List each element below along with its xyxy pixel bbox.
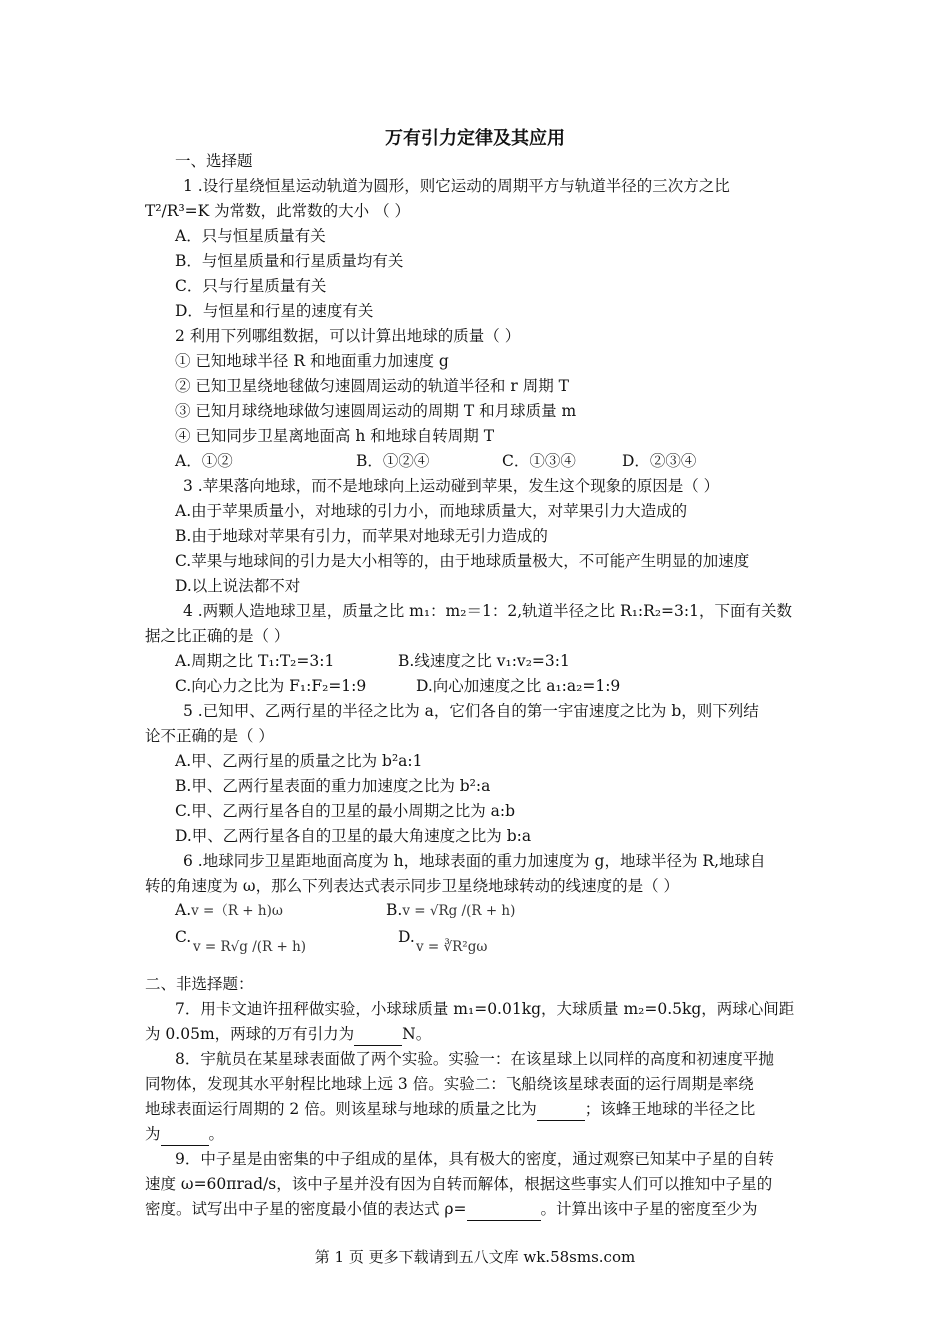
q8-line1: 8．宇航员在某星球表面做了两个实验。实验一：在该星球上以同样的高度和初速度平抛 (175, 1050, 774, 1068)
q5-stem-line1: 5 .已知甲、乙两行星的半径之比为 a，它们各自的第一宇宙速度之比为 b，则下列结 (183, 702, 759, 720)
q6-option-a-letter: A. (175, 901, 192, 919)
q8-line3-tail: ；该蜂王地球的半径之比 (584, 1100, 756, 1118)
q3-option-a: A.由于苹果质量小，对地球的引力小，而地球质量大，对苹果引力大造成的 (175, 502, 688, 520)
q4-option-d: D.向心加速度之比 a₁:a₂=1:9 (416, 677, 621, 695)
q5-option-b: B.甲、乙两行星表面的重力加速度之比为 b²:a (175, 777, 491, 795)
q2-option-b: B．①②④ (356, 452, 430, 470)
q6-option-d-formula: v = ∛R²gω (416, 939, 488, 955)
q5-stem-line2: 论不正确的是（ ） (145, 727, 274, 745)
q1-stem-line1: 1 .设行星绕恒星运动轨道为圆形，则它运动的周期平方与轨道半径的三次方之比 (183, 177, 730, 195)
q9-line3-tail: 。计算出该中子星的密度至少为 (540, 1200, 758, 1218)
q8-line4-tail: 。 (208, 1125, 225, 1143)
q8-line4-text: 为 (145, 1125, 161, 1143)
q8-answer-blank-1[interactable] (537, 1098, 585, 1121)
q1-option-b: B．与恒星质量和行星质量均有关 (175, 252, 404, 270)
q2-option-c: C．①③④ (502, 452, 576, 470)
q8-line2: 同物体，发现其水平射程比地球上远 3 倍。实验二：飞船绕该星球表面的运行周期是率绕 (145, 1075, 754, 1093)
section-heading-nonchoice: 二、非选择题： (145, 975, 254, 993)
q6-option-c-formula: v = R√g /(R + h) (193, 939, 307, 955)
q8-line4 (145, 1123, 224, 1146)
q9-line3-text: 密度。试写出中子星的密度最小值的表达式 ρ= (145, 1200, 467, 1218)
q1-option-a: A．只与恒星质量有关 (175, 227, 326, 245)
q8-line3-text: 地球表面运行周期的 2 倍。则该星球与地球的质量之比为 (145, 1100, 537, 1118)
page-footer: 第 1 页 更多下载请到五八文库 wk.58sms.com (314, 1248, 636, 1266)
q6-option-b-formula: v = √Rg /(R + h) (402, 903, 516, 919)
q6-option-d-letter: D. (398, 928, 415, 946)
q9-line3 (145, 1198, 758, 1221)
q9-line2: 速度 ω=60πrad/s，该中子星并没有因为自转而解体，根据这些事实人们可以推知中子星的 (145, 1175, 773, 1193)
q6-option-a-formula: v =（R + h)ω (191, 903, 283, 919)
q3-option-d: D.以上说法都不对 (175, 577, 301, 595)
q6-stem-line2: 转的角速度为 ω，那么下列表达式表示同步卫星绕地球转动的线速度的是（ ） (145, 877, 679, 895)
q1-option-d: D．与恒星和行星的速度有关 (175, 302, 374, 320)
q4-stem-line2: 据之比正确的是（ ） (145, 627, 290, 645)
q2-item-4: ④ 已知同步卫星离地面高 h 和地球自转周期 T (175, 427, 495, 445)
q7-line1: 7．用卡文迪许扭秤做实验，小球球质量 m₁=0.01kg，大球质量 m₂=0.5kg，两球心间距 (175, 1000, 795, 1018)
q2-stem: 2 利用下列哪组数据，可以计算出地球的质量（ ） (175, 327, 521, 345)
q2-item-2: ② 已知卫星绕地毬做匀速圆周运动的轨道半径和 r 周期 T (175, 377, 569, 395)
q2-item-1: ① 已知地球半径 R 和地面重力加速度 g (175, 352, 449, 370)
q6-option-c-letter: C. (175, 928, 192, 946)
q5-option-c: C.甲、乙两行星各自的卫星的最小周期之比为 a:b (175, 802, 516, 820)
q7-line2-unit: N。 (402, 1025, 432, 1043)
q4-option-a: A.周期之比 T₁:T₂=3:1 (175, 652, 335, 670)
q2-option-a: A．①② (175, 452, 233, 470)
q3-stem: 3 .苹果落向地球，而不是地球向上运动碰到苹果，发生这个现象的原因是（ ） (183, 477, 720, 495)
document-title: 万有引力定律及其应用 (385, 128, 565, 149)
q7-line2-text: 为 0.05m，两球的万有引力为 (145, 1025, 355, 1043)
q4-stem-line1: 4 .两颗人造地球卫星，质量之比 m₁：m₂＝1：2,轨道半径之比 R₁:R₂=3:1，下面有关数 (183, 602, 792, 620)
q7-answer-blank[interactable] (354, 1023, 402, 1046)
q4-option-b: B.线速度之比 v₁:v₂=3:1 (398, 652, 570, 670)
q2-option-d: D．②③④ (622, 452, 697, 470)
section-heading-choice: 一、选择题 (175, 152, 253, 170)
q1-option-c: C．只与行星质量有关 (175, 277, 327, 295)
q8-answer-blank-2[interactable] (161, 1123, 209, 1146)
q6-option-b (386, 899, 515, 922)
q9-line1: 9．中子星是由密集的中子组成的星体，具有极大的密度，通过观察已知某中子星的自转 (175, 1150, 774, 1168)
q4-option-c: C.向心力之比为 F₁:F₂=1:9 (175, 677, 367, 695)
q1-stem-line2: T²/R³=K 为常数，此常数的大小 （ ） (145, 202, 411, 220)
q9-answer-blank[interactable] (467, 1198, 541, 1221)
q3-option-b: B.由于地球对苹果有引力，而苹果对地球无引力造成的 (175, 527, 548, 545)
q8-line3 (145, 1098, 755, 1121)
q5-option-d: D.甲、乙两行星各自的卫星的最大角速度之比为 b:a (175, 827, 532, 845)
q6-stem-line1: 6 .地球同步卫星距地面高度为 h，地球表面的重力加速度为 g，地球半径为 R,地球自 (183, 852, 766, 870)
q5-option-a: A.甲、乙两行星的质量之比为 b²a:1 (175, 752, 423, 770)
q6-option-b-letter: B. (386, 901, 403, 919)
q3-option-c: C.苹果与地球间的引力是大小相等的，由于地球质量极大，不可能产生明显的加速度 (175, 552, 750, 570)
q7-line2 (145, 1023, 431, 1046)
q2-item-3: ③ 已知月球绕地球做匀速圆周运动的周期 T 和月球质量 m (175, 402, 577, 420)
q6-option-a (175, 899, 283, 922)
